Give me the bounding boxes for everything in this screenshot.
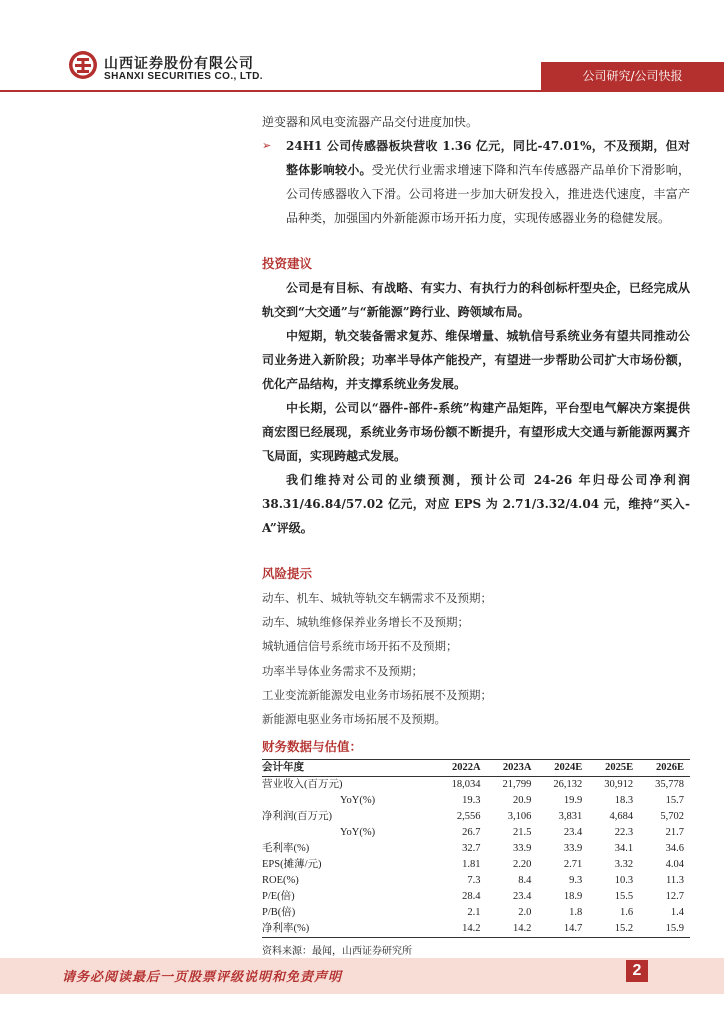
- table-cell: P/E(倍): [262, 891, 295, 903]
- table-cell: 2.20: [513, 859, 532, 871]
- arrow-bullet-icon: ➢: [262, 139, 272, 152]
- sensor-bullet-bold: 24H1 公司传感器板块营收 1.36 亿元，同比-47.01%，不及预期，但对整体影响较小。: [286, 139, 690, 177]
- invest-text-3: 中长期，公司以“器件-部件-系统”构建产品矩阵，平台型电气解决方案提供商宏图已经展现，系统业务市场份额不断提升，有望形成大交通与新能源两翼齐飞局面，实现跨越式发展。: [262, 401, 690, 463]
- table-header-cell: 2026E: [639, 760, 690, 777]
- table-cell: EPS(摊薄/元): [262, 859, 322, 871]
- risk-item: 功率半导体业务需求不及预期；: [262, 663, 423, 678]
- main-content: [262, 110, 690, 957]
- table-header-cell: 会计年度: [262, 760, 436, 777]
- table-cell: YoY(%): [340, 795, 376, 807]
- table-cell: 26.7: [462, 827, 481, 839]
- table-cell: 21,799: [502, 779, 532, 791]
- table-row: [262, 793, 690, 809]
- table-row: [262, 889, 690, 905]
- invest-text-2: 中短期，轨交装备需求复苏、维保增量、城轨信号系统业务有望共同推动公司业务进入新阶段；功率半导体产能投产，有望进一步帮助公司扩大市场份额，优化产品结构，并支撑系统业务发展。: [262, 329, 690, 391]
- invest-paragraph-4: [262, 468, 690, 540]
- table-cell: 15.7: [665, 795, 684, 807]
- company-logo-icon: [68, 50, 98, 80]
- table-cell: 2.1: [467, 907, 481, 919]
- page-header: [0, 0, 724, 108]
- table-cell: 7.3: [467, 875, 481, 887]
- table-cell: 15.9: [639, 921, 690, 938]
- table-cell: 15.5: [614, 891, 634, 903]
- table-header-cell: 2024E: [537, 760, 588, 777]
- table-row: [262, 905, 690, 921]
- financial-table: [262, 759, 690, 938]
- table-cell: 20.9: [513, 795, 532, 807]
- risk-list: [262, 586, 690, 731]
- table-cell: ROE(%): [262, 875, 299, 887]
- table-cell: 30,912: [604, 779, 634, 791]
- risk-item: 动车、机车、城轨等轨交车辆需求不及预期；: [262, 591, 492, 605]
- table-cell: 23.4: [563, 827, 583, 839]
- table-row: [262, 841, 690, 857]
- table-header-row: [262, 760, 690, 777]
- table-cell: 21.5: [513, 827, 532, 839]
- risk-item: 新能源电驱业务市场拓展不及预期。: [262, 712, 446, 727]
- table-cell: 净利率(%): [262, 921, 436, 938]
- table-cell: 14.2: [487, 921, 538, 938]
- table-cell: 34.6: [665, 843, 684, 855]
- company-name-en: SHANXI SECURITIES CO., LTD.: [104, 71, 263, 82]
- financial-heading: 财务数据与估值：: [262, 739, 363, 755]
- table-cell: 8.4: [518, 875, 532, 887]
- table-header-cell: 2025E: [588, 760, 639, 777]
- table-cell: 净利润(百万元): [262, 811, 332, 823]
- paragraph-continued: 逆变器和风电变流器产品交付进度加快。: [262, 115, 479, 129]
- table-cell: 5,702: [660, 811, 684, 823]
- table-cell: 22.3: [614, 827, 634, 839]
- company-name-cn: 山西证券股份有限公司: [104, 56, 254, 72]
- table-cell: 4.04: [665, 859, 684, 871]
- risk-item: 工业变流新能源发电业务市场拓展不及预期；: [262, 687, 492, 702]
- table-row: [262, 857, 690, 873]
- table-header-cell: 2023A: [487, 760, 538, 777]
- sensor-bullet-text: 受光伏行业需求增速下降和汽车传感器产品单价下滑影响，公司传感器收入下滑。公司将进一步加大研发投入，推进迭代速度，丰富产品种类，加强国内外新能源市场开拓力度，实现传感器业务的稳健发展。: [286, 163, 690, 225]
- invest-paragraph-1: [262, 276, 690, 324]
- table-cell: 19.3: [462, 795, 481, 807]
- table-cell: 10.3: [614, 875, 634, 887]
- table-row: [262, 777, 690, 794]
- invest-text-1: 公司是有目标、有战略、有实力、有执行力的科创标杆型央企，已经完成从轨交到“大交通”与“新能源”跨行业、跨领域布局。: [262, 281, 690, 319]
- table-cell: 18,034: [451, 779, 481, 791]
- table-row: [262, 873, 690, 889]
- table-cell: 15.2: [588, 921, 639, 938]
- data-source: 资料来源：最闻，山西证券研究所: [262, 946, 412, 958]
- table-cell: 1.81: [462, 859, 481, 871]
- table-cell: 18.9: [563, 891, 583, 903]
- risk-item: 动车、城轨维修保养业务增长不及预期；: [262, 615, 469, 630]
- table-cell: 毛利率(%): [262, 843, 310, 855]
- table-cell: 23.4: [513, 891, 532, 903]
- table-cell: 1.8: [569, 907, 583, 919]
- table-cell: 2.0: [518, 907, 532, 919]
- table-cell: 3,831: [558, 811, 583, 823]
- table-cell: 9.3: [569, 875, 583, 887]
- table-row: [262, 921, 690, 938]
- table-cell: 2,556: [456, 811, 481, 823]
- invest-heading: 投资建议: [262, 256, 313, 271]
- table-cell: 21.7: [665, 827, 684, 839]
- footer-disclaimer: 请务必阅读最后一页股票评级说明和免责声明: [62, 970, 343, 985]
- table-cell: 1.6: [620, 907, 634, 919]
- table-cell: 33.9: [513, 843, 532, 855]
- table-cell: 14.2: [436, 921, 487, 938]
- table-cell: 3.32: [614, 859, 634, 871]
- table-cell: 28.4: [462, 891, 481, 903]
- invest-text-4: 我们维持对公司的业绩预测，预计公司 24-26 年归母公司净利润 38.31/46.84/57.02 亿元，对应 EPS 为 2.71/3.32/4.04 元，维持“买入-A”评级。: [262, 473, 690, 535]
- table-cell: 12.7: [665, 891, 684, 903]
- table-cell: 营业收入(百万元): [262, 779, 343, 791]
- section-label: 公司研究/公司快报: [541, 62, 724, 90]
- table-cell: 3,106: [507, 811, 532, 823]
- table-cell: 14.7: [537, 921, 588, 938]
- table-cell: P/B(倍): [262, 907, 296, 919]
- table-cell: 18.3: [614, 795, 634, 807]
- table-cell: 34.1: [614, 843, 634, 855]
- invest-paragraph-3: [262, 396, 690, 468]
- table-cell: 35,778: [655, 779, 684, 791]
- risk-item: 城轨通信信号系统市场开拓不及预期；: [262, 639, 458, 654]
- table-cell: YoY(%): [340, 827, 376, 839]
- table-cell: 26,132: [553, 779, 583, 791]
- page-number: 2: [626, 960, 648, 982]
- header-divider: [0, 90, 724, 92]
- table-header-cell: 2022A: [436, 760, 487, 777]
- table-cell: 1.4: [670, 907, 684, 919]
- table-cell: 2.71: [563, 859, 583, 871]
- table-cell: 33.9: [563, 843, 583, 855]
- table-row: [262, 825, 690, 841]
- invest-paragraph-2: [262, 324, 690, 396]
- sensor-bullet: [262, 134, 690, 230]
- table-cell: 11.3: [666, 875, 684, 887]
- risk-heading: 风险提示: [262, 566, 313, 581]
- table-row: [262, 809, 690, 825]
- table-cell: 19.9: [563, 795, 583, 807]
- table-cell: 4,684: [609, 811, 634, 823]
- table-cell: 32.7: [462, 843, 481, 855]
